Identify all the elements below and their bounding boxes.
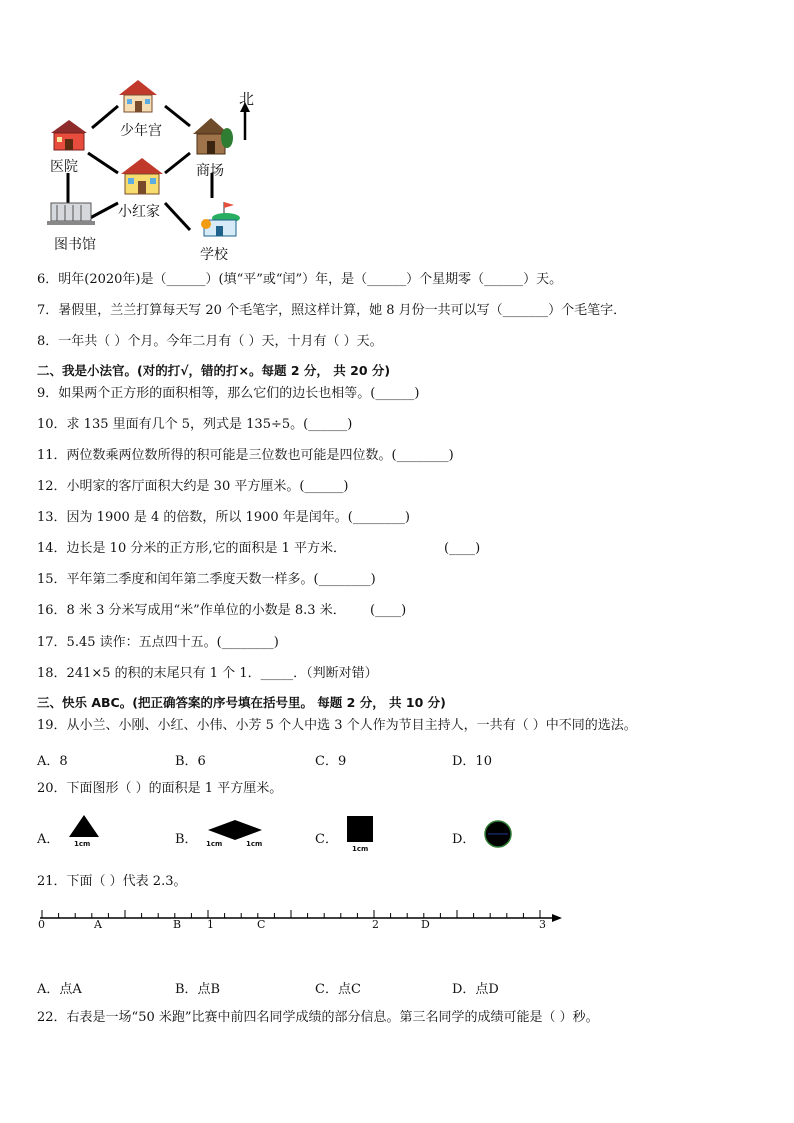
q21-option-a: A．点A <box>37 982 82 997</box>
question-21: 21．下面（ ）代表 2.3。 <box>37 874 187 889</box>
question-7: 7．暑假里，兰兰打算每天写 20 个毛笔字，照这样计算，她 8 月份一共可以写（_______）个毛笔字． <box>37 303 627 318</box>
number-line-label-3: 3 <box>539 918 546 931</box>
number-line-point-a: A <box>94 918 102 931</box>
q19-option-a: A．8 <box>37 754 68 769</box>
triangle-unit-label: 1cm <box>74 840 91 848</box>
mall-label: 商场 <box>196 163 224 179</box>
q19-option-c: C．9 <box>315 754 347 769</box>
question-17: 17．5.45 读作：五点四十五。(________) <box>37 635 279 650</box>
youth-palace-label: 少年宫 <box>120 123 162 139</box>
rhombus-unit-label-1: 1cm <box>206 840 223 848</box>
question-9: 9．如果两个正方形的面积相等，那么它们的边长也相等。(______) <box>37 386 420 401</box>
q21-option-d: D．点D <box>452 982 499 997</box>
hospital-label: 医院 <box>50 159 78 175</box>
youth-palace-icon <box>117 78 159 114</box>
q20-option-d: D． <box>452 832 476 847</box>
number-line-point-d: D <box>421 918 430 931</box>
q19-option-d: D．10 <box>452 754 492 769</box>
q20-option-c: C． <box>315 832 338 847</box>
number-line-point-b: B <box>173 918 182 931</box>
hospital-icon <box>49 118 89 152</box>
number-line <box>30 900 570 940</box>
rhombus-unit-label-2: 1cm <box>246 840 263 848</box>
square-shape <box>345 814 375 842</box>
home-icon <box>119 156 165 196</box>
home-label: 小红家 <box>118 204 160 220</box>
question-19: 19．从小兰、小刚、小红、小伟、小芳 5 个人中选 3 个人作为节目主持人，一共有（ ）中不同的选法。 <box>37 718 637 733</box>
library-icon <box>45 197 97 227</box>
question-13: 13．因为 1900 是 4 的倍数，所以 1900 年是闰年。(________) <box>37 510 410 525</box>
north-label: 北 <box>239 90 255 108</box>
question-10: 10．求 135 里面有几个 5，列式是 135÷5。(______) <box>37 417 353 432</box>
number-line-label-0: 0 <box>38 918 45 931</box>
number-line-label-2: 2 <box>372 918 379 931</box>
question-16-blank: (____) <box>370 603 407 618</box>
question-16: 16．8 米 3 分米写成用“米”作单位的小数是 8.3 米． <box>37 603 346 618</box>
section-3-heading: 三、快乐 ABC。(把正确答案的序号填在括号里。 每题 2 分， 共 10 分) <box>37 695 446 710</box>
section-2-heading: 二、我是小法官。(对的打√，错的打×。每题 2 分， 共 20 分) <box>37 363 391 378</box>
q21-option-c: C．点C <box>315 982 361 997</box>
question-14: 14．边长是 10 分米的正方形,它的面积是 1 平方米． <box>37 541 347 556</box>
q19-option-b: B．6 <box>175 754 206 769</box>
mall-icon <box>191 116 233 156</box>
q20-option-b: B． <box>175 832 198 847</box>
school-icon <box>196 200 242 240</box>
question-11: 11．两位数乘两位数所得的积可能是三位数也可能是四位数。(________) <box>37 448 454 463</box>
question-8: 8．一年共（ ）个月。今年二月有（ ）天，十月有（ ）天。 <box>37 334 383 349</box>
rhombus-shape <box>206 818 264 842</box>
school-label: 学校 <box>200 247 228 263</box>
question-20: 20．下面图形（ ）的面积是 1 平方厘米。 <box>37 781 283 796</box>
question-22: 22．右表是一场“50 米跑”比赛中前四名同学成绩的部分信息。第三名同学的成绩可能是（ ）秒。 <box>37 1010 599 1025</box>
library-label: 图书馆 <box>54 237 96 253</box>
question-18: 18．241×5 的积的末尾只有 1 个 1．_____．（判断对错） <box>37 666 378 681</box>
question-12: 12．小明家的客厅面积大约是 30 平方厘米。(______) <box>37 479 349 494</box>
question-15: 15．平年第二季度和闰年第二季度天数一样多。(________) <box>37 572 376 587</box>
q21-option-b: B．点B <box>175 982 221 997</box>
q20-option-a: A． <box>37 832 60 847</box>
circle-shape <box>482 818 514 850</box>
number-line-label-1: 1 <box>207 918 214 931</box>
question-14-blank: (____) <box>444 541 481 556</box>
question-6: 6．明年(2020年)是（______）(填“平”或“闰”）年，是（______）个星期零（______）天。 <box>37 272 563 287</box>
number-line-point-c: C <box>257 918 266 931</box>
square-unit-label: 1cm <box>352 845 369 853</box>
